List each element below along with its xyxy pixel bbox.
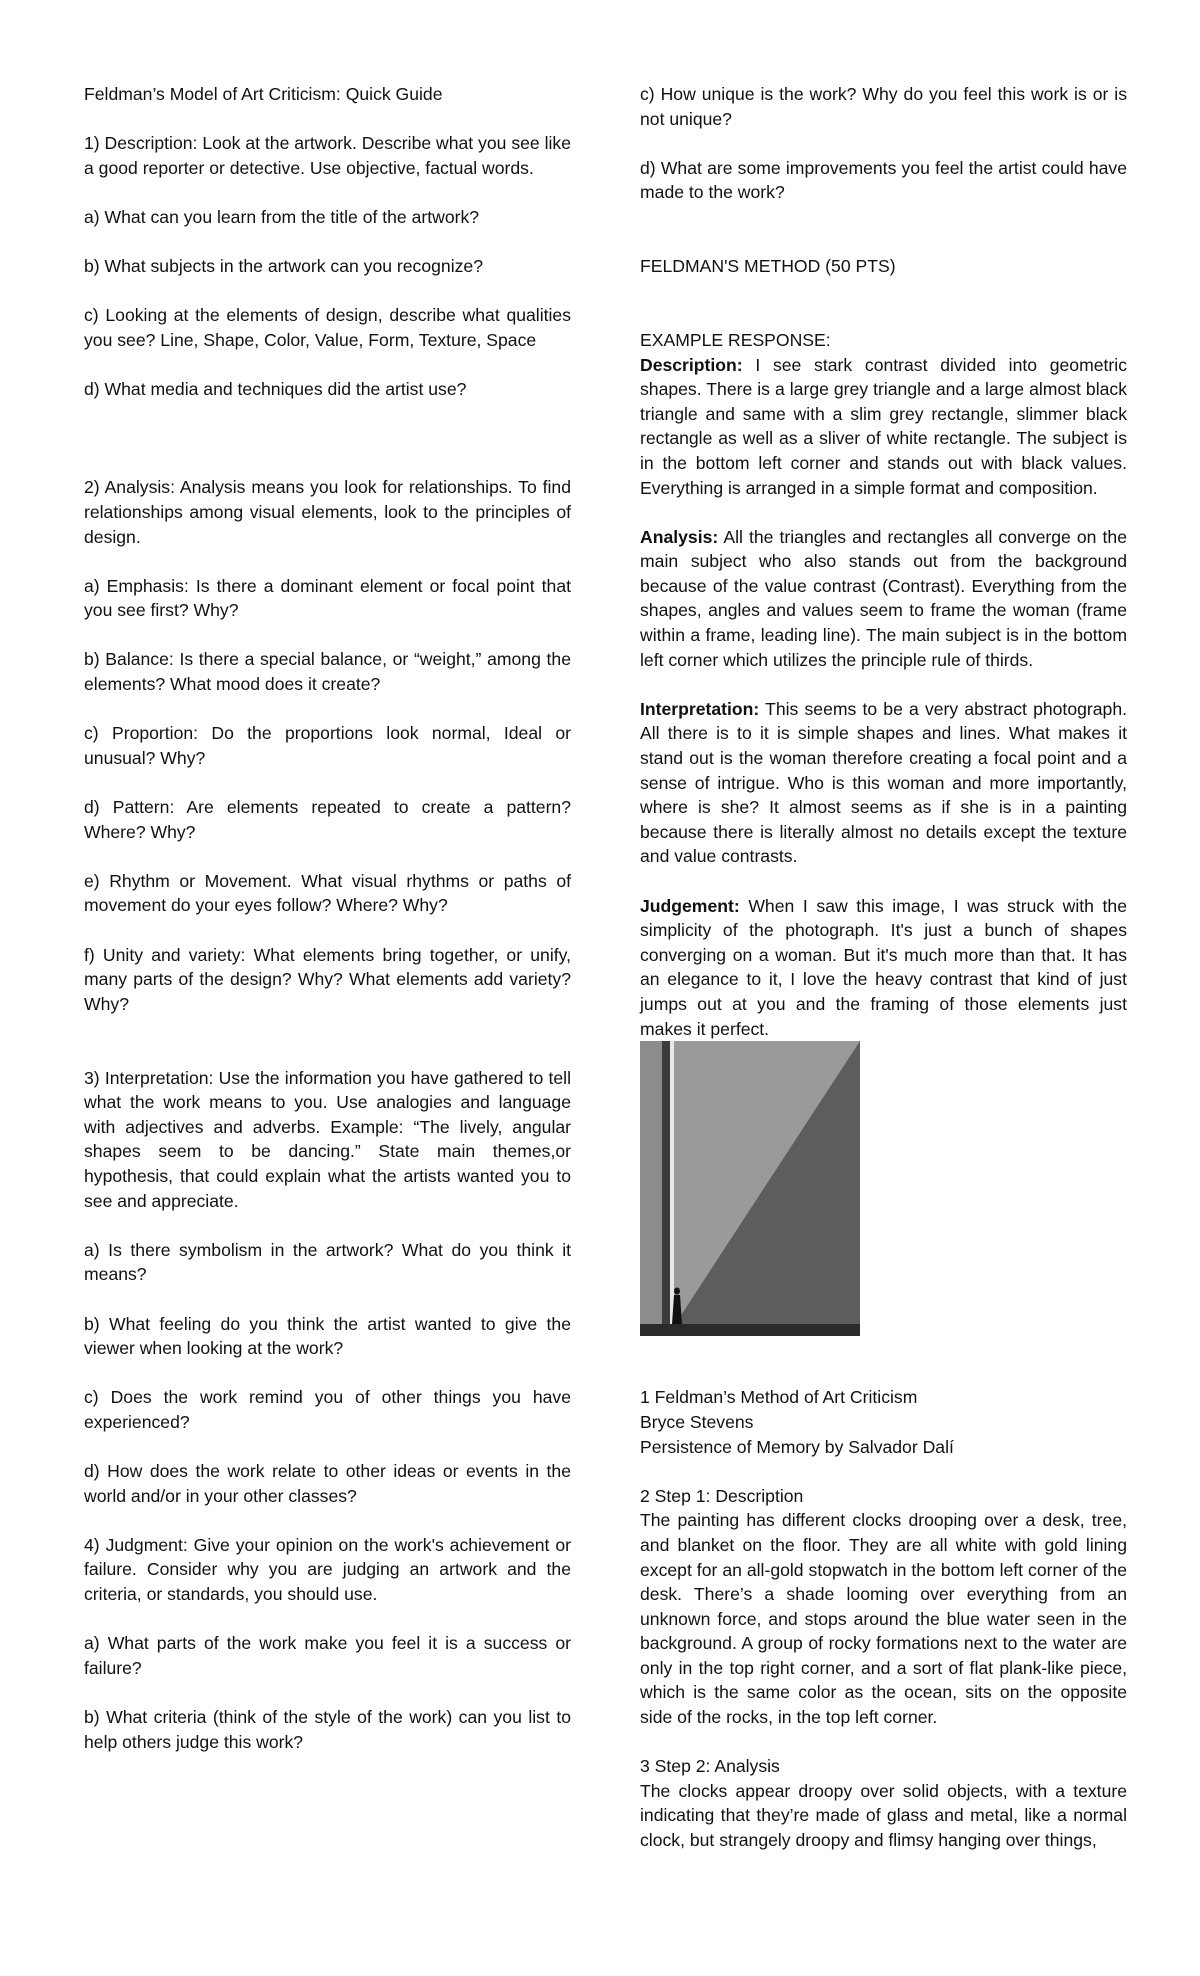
analysis-label: Analysis: (640, 526, 719, 547)
step1-text: The painting has different clocks drooping over a desk, tree, and blanket on the floor. They are all white with gold lining except for an all-gold stopwatch in the bottom left corner of the desk. There’s a shade looming over everything from an unknown force, and stops around the blue water seen in the background. A group of rocky formations next to the water are only in the top right corner, and a sort of flat plank-like piece, which is the same color as the ocean, sits on the opposite side of the rocks, in the top left corner. (640, 1510, 1127, 1728)
left-column (84, 82, 571, 1779)
spacer (640, 1361, 1127, 1386)
example-analysis (640, 525, 1127, 673)
spacer (84, 426, 571, 475)
judgement-text: When I saw this image, I was struck with the simplicity of the photograph. It's just a bunch of shapes converging on a woman. But it's much more than that. It has an elegance to it, I love the heavy contrast that kind of just jumps out at you and the framing of those elements just makes it perfect. (640, 895, 1127, 1039)
judgment-question-b: b) What criteria (think of the style of the work) can you list to help others judge this work? (84, 1707, 571, 1752)
analysis-question-c: c) Proportion: Do the proportions look normal, Ideal or unusual? Why? (84, 723, 571, 768)
judgement-label: Judgement: (640, 895, 740, 916)
example-interpretation (640, 697, 1127, 869)
essay-title: 1 Feldman’s Method of Art Criticism (640, 1387, 918, 1408)
step2-heading: 3 Step 2: Analysis (640, 1756, 780, 1777)
description-question-a: a) What can you learn from the title of the artwork? (84, 206, 480, 227)
interpretation-intro: 3) Interpretation: Use the information you have gathered to tell what the work means to you. Use analogies and language with adjectives and adverbs. Example: “The lively, angular shapes seem to be dancing.” State main themes,or hypothesis, that could explain what the artists wanted you to see and appreciate. (84, 1067, 571, 1211)
essay-header (640, 1385, 1127, 1459)
judgment-question-d: d) What are some improvements you feel the artist could have made to the work? (640, 157, 1127, 203)
step2-text: The clocks appear droopy over solid objects, with a texture indicating that they’re made of glass and metal, like a normal clock, but strangely droopy and flimsy hanging over things, (640, 1780, 1127, 1851)
analysis-question-f: f) Unity and variety: What elements bring together, or unify, many parts of the design? Why? What elements add variety? Why? (84, 944, 571, 1014)
spacer (84, 1041, 571, 1066)
interpretation-question-b: b) What feeling do you think the artist wanted to give the viewer when looking at the work? (84, 1313, 571, 1359)
description-text: I see stark contrast divided into geometric shapes. There is a large grey triangle and a large almost black triangle and same with a slim grey rectangle, slimmer black rectangle as well as a sliver of white rectangle. The subject is in the bottom left corner and stands out with black values. Everything is arranged in a simple format and composition. (640, 354, 1127, 498)
right-column (640, 82, 1127, 1877)
analysis-question-d: d) Pattern: Are elements repeated to create a pattern? Where? Why? (84, 797, 571, 842)
description-question-d: d) What media and techniques did the artist use? (84, 379, 467, 400)
example-heading: EXAMPLE RESPONSE: (640, 329, 831, 350)
guide-title: Feldman’s Model of Art Criticism: Quick Guide (84, 84, 443, 104)
essay-subject: Persistence of Memory by Salvador Dalí (640, 1436, 954, 1457)
judgment-question-c: c) How unique is the work? Why do you feel this work is or is not unique? (640, 84, 1127, 129)
method-heading: FELDMAN'S METHOD (50 PTS) (640, 256, 896, 277)
example-photograph (640, 1041, 860, 1336)
analysis-question-e: e) Rhythm or Movement. What visual rhythms or paths of movement do your eyes follow? Where? Why? (84, 870, 571, 916)
interpretation-label: Interpretation: (640, 698, 760, 719)
step1-heading: 2 Step 1: Description (640, 1485, 804, 1506)
example-description (640, 353, 1127, 501)
judgment-intro: 4) Judgment: Give your opinion on the work's achievement or failure. Consider why you are judging an artwork and the criteria, or standards, you should use. (84, 1534, 571, 1605)
interpretation-text: This seems to be a very abstract photograph. All there is to it is simple shapes and lines. What makes it stand out is the woman therefore creating a focal point and a sense of intrigue. Who is this woman and more importantly, where is she? It almost seems as if she is in a painting because there is literally almost no details except the texture and value contrasts. (640, 698, 1127, 867)
spacer (640, 303, 1127, 328)
spacer (640, 230, 1127, 255)
analysis-question-a: a) Emphasis: Is there a dominant element or focal point that you see first? Why? (84, 575, 571, 621)
interpretation-question-d: d) How does the work relate to other ideas or events in the world and/or in your other classes? (84, 1461, 571, 1506)
description-question-c: c) Looking at the elements of design, describe what qualities you see? Line, Shape, Color, Value, Form, Texture, Space (84, 305, 571, 350)
interpretation-question-c: c) Does the work remind you of other things you have experienced? (84, 1387, 571, 1432)
description-question-b: b) What subjects in the artwork can you recognize? (84, 256, 483, 277)
analysis-text: All the triangles and rectangles all converge on the main subject who also stands out from the background because of the value contrast (Contrast). Everything from the shapes, angles and values seem to frame the woman (frame within a frame, leading line). The main subject is in the bottom left corner which utilizes the principle rule of thirds. (640, 526, 1127, 670)
description-label: Description: (640, 354, 743, 375)
analysis-intro: 2) Analysis: Analysis means you look for relationships. To find relationships among visual elements, look to the principles of design. (84, 477, 571, 547)
essay-author: Bryce Stevens (640, 1411, 754, 1432)
judgment-question-a: a) What parts of the work make you feel it is a success or failure? (84, 1633, 571, 1678)
analysis-question-b: b) Balance: Is there a special balance, or “weight,” among the elements? What mood does it create? (84, 649, 571, 695)
interpretation-question-a: a) Is there symbolism in the artwork? What do you think it means? (84, 1239, 571, 1285)
description-intro: 1) Description: Look at the artwork. Describe what you see like a good reporter or detective. Use objective, factual words. (84, 133, 571, 178)
example-judgement (640, 894, 1127, 1042)
